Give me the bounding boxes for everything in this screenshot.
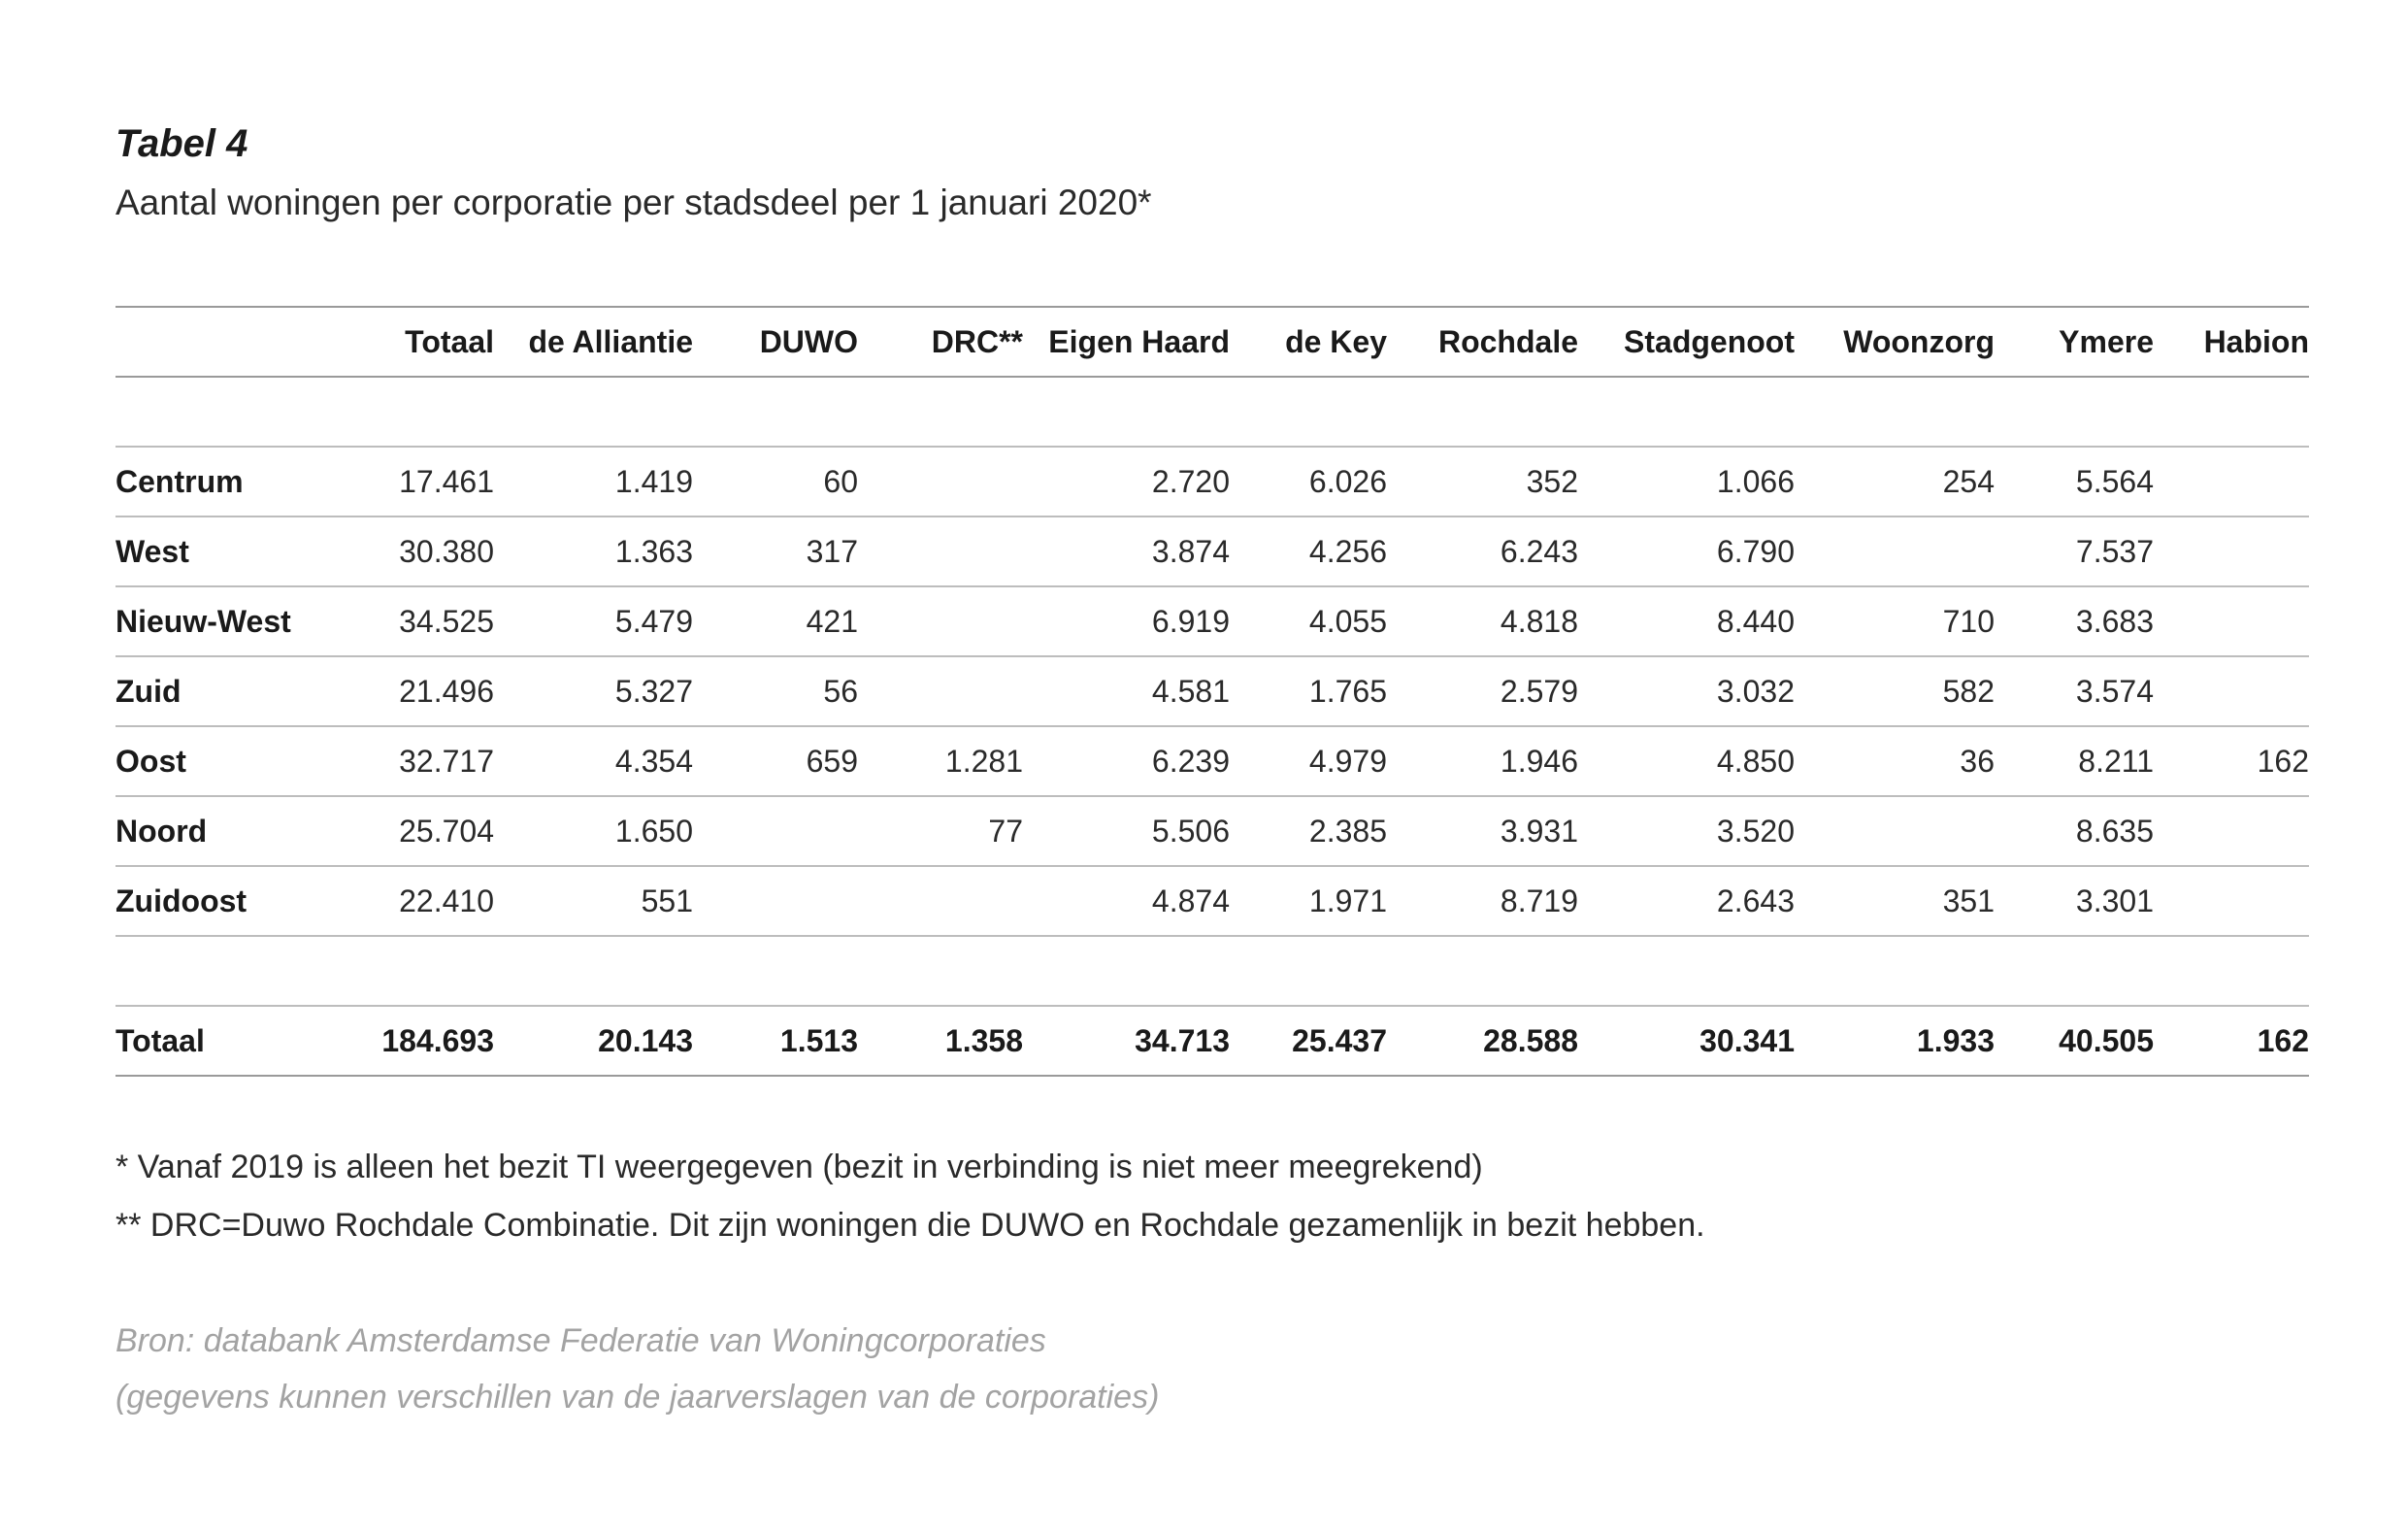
table-cell: 25.437: [1230, 1006, 1387, 1076]
table-row: [115, 796, 2309, 866]
table-cell: 5.506: [1023, 796, 1230, 866]
table-cell: 21.496: [300, 656, 494, 726]
table-cell: 421: [693, 586, 858, 656]
table-cell: 1.513: [693, 1006, 858, 1076]
table-cell: 56: [693, 656, 858, 726]
table-cell: 8.440: [1578, 586, 1795, 656]
table-cell: 40.505: [1995, 1006, 2154, 1076]
table-cell: 3.683: [1995, 586, 2154, 656]
table-cell: 317: [693, 517, 858, 586]
source-note: [115, 1313, 1159, 1425]
table-cell: 1.419: [494, 447, 693, 517]
table-cell: [2154, 586, 2309, 656]
table-row: [115, 586, 2309, 656]
table-cell: [693, 796, 858, 866]
table-cell: 32.717: [300, 726, 494, 796]
table-cell: 1.650: [494, 796, 693, 866]
table-cell: 28.588: [1387, 1006, 1578, 1076]
table-cell: 4.256: [1230, 517, 1387, 586]
table-cell: [1795, 517, 1995, 586]
table-cell: 36: [1795, 726, 1995, 796]
table-cell: 162: [2154, 1006, 2309, 1076]
row-label: Zuid: [115, 656, 300, 726]
table-cell: 8.635: [1995, 796, 2154, 866]
table-cell: 4.055: [1230, 586, 1387, 656]
header-cell: Ymere: [1995, 307, 2154, 377]
table-cell: [2154, 656, 2309, 726]
table-cell: 8.211: [1995, 726, 2154, 796]
source-line: Bron: databank Amsterdamse Federatie van Woningcorporaties: [115, 1322, 1046, 1359]
footnotes: [115, 1138, 1705, 1254]
housing-table: [115, 306, 2309, 1077]
table-cell: 3.931: [1387, 796, 1578, 866]
table-cell: [2154, 517, 2309, 586]
table-cell: 659: [693, 726, 858, 796]
table-cell: 2.385: [1230, 796, 1387, 866]
table-cell: 710: [1795, 586, 1995, 656]
table-cell: [2154, 447, 2309, 517]
table-cell: 6.790: [1578, 517, 1795, 586]
table-cell: 30.380: [300, 517, 494, 586]
header-cell: Totaal: [300, 307, 494, 377]
table-cell: 5.564: [1995, 447, 2154, 517]
table-cell: 1.358: [858, 1006, 1023, 1076]
table-cell: 25.704: [300, 796, 494, 866]
table-cell: 6.243: [1387, 517, 1578, 586]
table-cell: 3.574: [1995, 656, 2154, 726]
table-cell: 8.719: [1387, 866, 1578, 936]
table-cell: 1.933: [1795, 1006, 1995, 1076]
table-row: [115, 866, 2309, 936]
table-cell: [858, 517, 1023, 586]
table-cell: 3.032: [1578, 656, 1795, 726]
header-cell: Eigen Haard: [1023, 307, 1230, 377]
table-cell: [1795, 796, 1995, 866]
table-cell: [693, 866, 858, 936]
header-cell: de Key: [1230, 307, 1387, 377]
table-cell: [2154, 796, 2309, 866]
header-cell: Woonzorg: [1795, 307, 1995, 377]
table-cell: 1.946: [1387, 726, 1578, 796]
table-cell: 77: [858, 796, 1023, 866]
table-cell: 352: [1387, 447, 1578, 517]
table-cell: 1.066: [1578, 447, 1795, 517]
table-row: [115, 517, 2309, 586]
table-cell: 5.327: [494, 656, 693, 726]
row-label: Oost: [115, 726, 300, 796]
row-label: Nieuw-West: [115, 586, 300, 656]
table-cell: 4.818: [1387, 586, 1578, 656]
table-cell: 22.410: [300, 866, 494, 936]
header-row: [115, 307, 2309, 377]
table-cell: 20.143: [494, 1006, 693, 1076]
header-cell: Habion: [2154, 307, 2309, 377]
table-cell: 30.341: [1578, 1006, 1795, 1076]
table-cell: 1.765: [1230, 656, 1387, 726]
table-title: Tabel 4: [115, 122, 248, 165]
table-row: [115, 726, 2309, 796]
spacer-row: [115, 936, 2309, 1006]
table-cell: 34.713: [1023, 1006, 1230, 1076]
total-row: [115, 1006, 2309, 1076]
table-cell: 4.581: [1023, 656, 1230, 726]
table-cell: [2154, 866, 2309, 936]
table-cell: 3.520: [1578, 796, 1795, 866]
table-cell: 2.579: [1387, 656, 1578, 726]
table-cell: 17.461: [300, 447, 494, 517]
table-cell: 4.874: [1023, 866, 1230, 936]
table-cell: [858, 866, 1023, 936]
table-cell: 2.720: [1023, 447, 1230, 517]
row-label: Noord: [115, 796, 300, 866]
table-cell: 2.643: [1578, 866, 1795, 936]
table-cell: 6.919: [1023, 586, 1230, 656]
table-cell: 3.301: [1995, 866, 2154, 936]
row-label: West: [115, 517, 300, 586]
row-label: Zuidoost: [115, 866, 300, 936]
table-body: [115, 377, 2309, 1076]
table-cell: 1.363: [494, 517, 693, 586]
table-cell: 6.239: [1023, 726, 1230, 796]
table-cell: 551: [494, 866, 693, 936]
header-cell: [115, 307, 300, 377]
header-cell: Rochdale: [1387, 307, 1578, 377]
footnote: ** DRC=Duwo Rochdale Combinatie. Dit zijn woningen die DUWO en Rochdale gezamenlijk in bezit hebben.: [115, 1207, 1705, 1244]
table-cell: 162: [2154, 726, 2309, 796]
table-row: [115, 656, 2309, 726]
table-cell: [858, 447, 1023, 517]
table-row: [115, 447, 2309, 517]
table-cell: 3.874: [1023, 517, 1230, 586]
table-cell: 582: [1795, 656, 1995, 726]
table-cell: 7.537: [1995, 517, 2154, 586]
row-label: Centrum: [115, 447, 300, 517]
header-cell: DRC**: [858, 307, 1023, 377]
table-cell: 254: [1795, 447, 1995, 517]
table-cell: 1.971: [1230, 866, 1387, 936]
table-cell: 4.850: [1578, 726, 1795, 796]
table-cell: 6.026: [1230, 447, 1387, 517]
source-line: (gegevens kunnen verschillen van de jaarverslagen van de corporaties): [115, 1379, 1160, 1416]
spacer-row: [115, 377, 2309, 447]
table-cell: 184.693: [300, 1006, 494, 1076]
table-cell: 4.354: [494, 726, 693, 796]
footnote: * Vanaf 2019 is alleen het bezit TI weergegeven (bezit in verbinding is niet meer meegrekend): [115, 1149, 1483, 1185]
table-cell: [858, 586, 1023, 656]
header-cell: de Alliantie: [494, 307, 693, 377]
row-label: Totaal: [115, 1006, 300, 1076]
header-cell: DUWO: [693, 307, 858, 377]
table-cell: 34.525: [300, 586, 494, 656]
header-cell: Stadgenoot: [1578, 307, 1795, 377]
table-cell: [858, 656, 1023, 726]
table-cell: 60: [693, 447, 858, 517]
table-caption: Aantal woningen per corporatie per stadsdeel per 1 januari 2020*: [115, 183, 1152, 222]
table-cell: 4.979: [1230, 726, 1387, 796]
table-cell: 5.479: [494, 586, 693, 656]
table-cell: 1.281: [858, 726, 1023, 796]
table-cell: 351: [1795, 866, 1995, 936]
